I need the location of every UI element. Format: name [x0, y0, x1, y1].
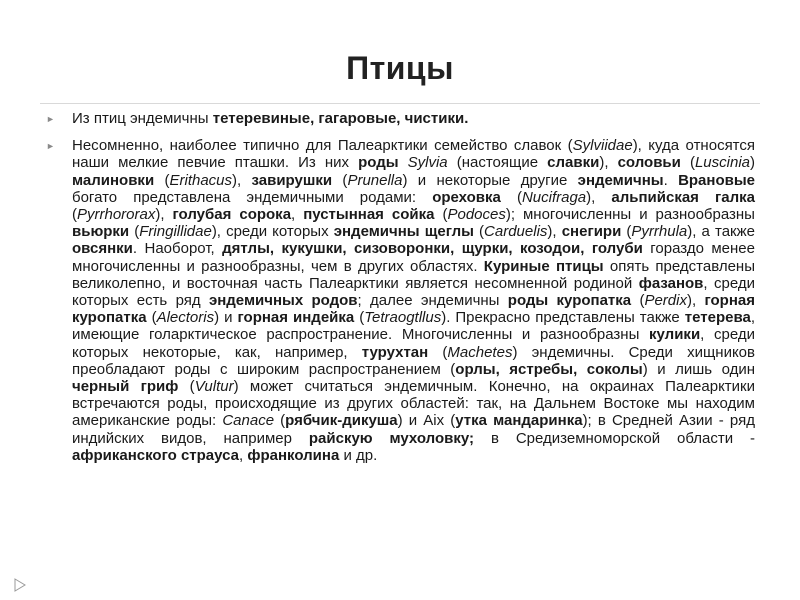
text-run: , [239, 446, 248, 464]
bold-text: голубая сорока [172, 206, 292, 224]
bullet-arrow-icon: ► [46, 141, 55, 152]
bold-text: эндемичны [577, 171, 664, 189]
text-run: ), [547, 223, 562, 241]
slide-corner-triangle-icon [14, 578, 26, 592]
title-divider [40, 103, 760, 104]
page-title: Птицы [346, 50, 454, 86]
italic-text: Perdix [644, 292, 687, 310]
text-run: опять представлены великолепно, и восточная часть Палеарктики является несомненной родиной [72, 257, 755, 292]
text-run: ) может считаться эндемичным. Конечно, на окраинах Палеарктики встречаются роды, происходящие из других областей: так, на Дальнем Востоке мы находим американские роды: [72, 378, 755, 430]
bold-text: ореховка [432, 188, 501, 206]
text-run: ) и лишь один [642, 360, 755, 378]
italic-text: Tetraogtllus [364, 309, 442, 327]
text-run: Несомненно, наиболее типично для Палеарктики семейство славок ( [72, 137, 573, 155]
text-run: ( [332, 171, 348, 189]
bold-text: фазанов [638, 274, 704, 292]
bold-text: франколина [247, 446, 340, 464]
text-run: ( [500, 188, 522, 206]
text-run: , [291, 206, 304, 224]
text-run: ), [155, 206, 173, 224]
italic-text: Podoces [447, 206, 506, 224]
text-run: ) эндемичны. Среди хищников преобладают роды с широким распространением ( [72, 343, 755, 378]
text-run: ), среди которых [211, 223, 334, 241]
text-run: ( [428, 343, 448, 361]
text-run: ( [154, 171, 170, 189]
text-run: ( [129, 223, 140, 241]
italic-text: Pyrrhororax [77, 206, 156, 224]
bold-text: тетеревиные, гагаровые, чистики. [212, 110, 469, 127]
bold-text: рябчик-дикуша [285, 412, 398, 430]
bold-text: овсянки [72, 240, 133, 258]
bold-text: Врановые [678, 171, 755, 189]
bold-text: пустынная сойка [303, 206, 435, 224]
text-run: ), [686, 292, 705, 310]
italic-text: Machetes [447, 343, 513, 361]
bullet-item [40, 137, 755, 464]
text-run: , среди которых некоторые, как, например, [72, 326, 755, 361]
bold-text: африканского страуса [72, 446, 239, 464]
bullet-text [72, 137, 755, 464]
text-run: ( [680, 154, 695, 172]
bold-text: роды куропатка [507, 292, 632, 310]
italic-text: Carduelis [484, 223, 548, 241]
bullet-text [72, 110, 468, 127]
text-run: ); в Средней Азии - ряд индийских видов, например [72, 412, 755, 447]
bold-text: горная индейка [237, 309, 355, 327]
bold-text: эндемичны щеглы [333, 223, 474, 241]
text-run: ); многочисленны и разнообразны [505, 206, 755, 224]
bold-text: Куриные птицы [483, 257, 604, 275]
text-run: ( [434, 206, 448, 224]
text-run: ( [178, 378, 195, 396]
text-run: ( [631, 292, 645, 310]
bold-text: роды [358, 154, 399, 172]
italic-text: Alectoris [156, 309, 215, 327]
italic-text: Vultur [194, 378, 234, 396]
text-run: ), а также [687, 223, 755, 241]
text-run: ), куда относятся наши мелкие певчие пташки. Из них [72, 137, 756, 172]
text-run: ), [232, 171, 252, 189]
bold-text: соловьи [617, 154, 681, 172]
text-run: ) и [214, 309, 238, 327]
bold-text: малиновки [72, 171, 155, 189]
italic-text: Fringillidae [139, 223, 212, 241]
italic-text: Erithacus [169, 171, 233, 189]
italic-text: Canace [222, 412, 275, 430]
bold-text: дятлы, кукушки, сизоворонки, щурки, козодои, голуби [222, 240, 643, 258]
text-run: ), [599, 154, 618, 172]
text-run: , среди которых есть ряд [72, 274, 756, 310]
bold-text: кулики [649, 326, 701, 344]
italic-text: Luscinia [694, 154, 750, 172]
text-run: ( [274, 412, 286, 430]
text-run: ( [146, 309, 157, 327]
bold-text: утка мандаринка [455, 412, 583, 430]
bold-text: эндемичных родов [208, 292, 358, 310]
text-run: ( [354, 309, 365, 327]
text-run: ( [72, 206, 77, 224]
text-run: в Средиземноморской области - [474, 429, 755, 447]
italic-text: Sylviidae [572, 137, 633, 155]
bold-text: снегири [561, 223, 622, 241]
bold-text: вьюрки [72, 223, 130, 241]
text-run: ; далее эндемичны [357, 292, 508, 310]
text-run: богато представлена эндемичными родами: [72, 188, 433, 206]
bullet-item [40, 110, 755, 127]
text-run [399, 154, 408, 171]
bold-text: черный гриф [72, 378, 179, 396]
text-run: ( [473, 223, 485, 241]
text-run: ), [586, 188, 612, 206]
text-run: Из птиц эндемичны [72, 110, 213, 127]
bullet-arrow-icon: ► [46, 114, 55, 124]
text-run: ) и Aix ( [397, 412, 456, 430]
bullet-list [40, 110, 755, 474]
text-run: гораздо менее многочисленны и разнообразны, чем в других областях. [72, 240, 755, 275]
bold-text: орлы, ястребы, соколы [455, 360, 643, 378]
text-run: , имеющие голарктическое распространение. Многочисленны и разнообразны [72, 309, 755, 344]
text-run: . Наоборот, [132, 240, 223, 258]
bold-text: тетерева [684, 309, 751, 327]
text-run: ) и некоторые другие [402, 171, 578, 189]
bold-text: турухтан [361, 343, 429, 361]
italic-text: Sylvia [407, 154, 448, 172]
bold-text: альпийская галка [611, 188, 755, 206]
bold-text: райскую мухоловку; [308, 429, 475, 447]
text-run: ). Прекрасно представлены также [441, 309, 685, 327]
text-run: и др. [339, 446, 378, 464]
bold-text: славки [547, 154, 600, 172]
text-run: (настоящие [447, 154, 548, 172]
text-run: ( [621, 223, 632, 241]
italic-text: Prunella [347, 171, 403, 189]
text-run: ) [750, 154, 755, 172]
italic-text: Pyrrhula [631, 223, 688, 241]
text-run: . [663, 171, 679, 189]
bold-text: завирушки [251, 171, 333, 189]
bold-text: горная куропатка [72, 292, 755, 327]
italic-text: Nucifraga [521, 188, 587, 206]
